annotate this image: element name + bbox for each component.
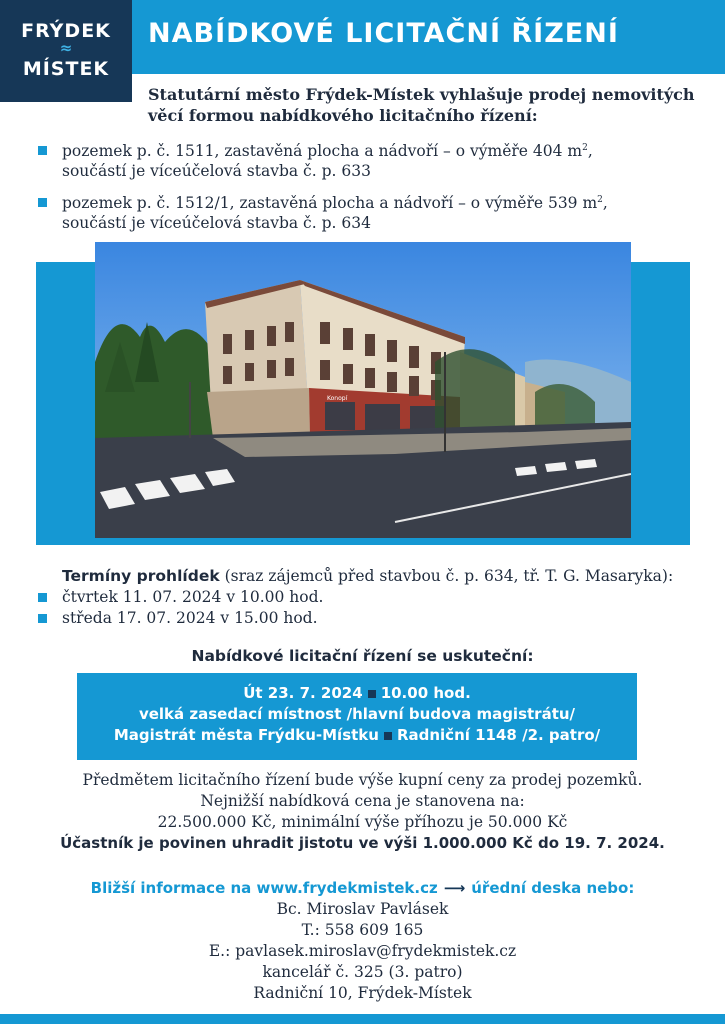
property-building: součástí je víceúčelová stavba č. p. 633	[62, 162, 371, 181]
separator-square-icon	[384, 732, 392, 740]
bullet-square-icon	[38, 614, 47, 623]
page-title: NABÍDKOVÉ LICITAČNÍ ŘÍZENÍ	[148, 18, 619, 49]
property-list	[38, 138, 698, 242]
tour-item	[38, 608, 708, 628]
bullet-square-icon	[38, 146, 47, 155]
property-item	[38, 190, 698, 233]
contact-street: Radniční 10, Frýdek-Místek	[253, 984, 472, 1002]
property-text: pozemek p. č. 1511, zastavěná plocha a nádvoří – o výměře 404 m	[62, 142, 583, 161]
auction-heading: Nabídkové licitační řízení se uskuteční:	[191, 647, 534, 665]
property-comma: ,	[602, 194, 608, 213]
contact-phone: T.: 558 609 165	[301, 921, 424, 939]
price-section	[0, 770, 725, 854]
intro-text: Statutární město Frýdek-Místek vyhlašuje prodej nemovitých věcí formou nabídkového licitačního řízení:	[148, 85, 695, 125]
superscript: 2	[582, 143, 588, 153]
logo-wave-icon: ≈	[59, 39, 73, 57]
superscript: 2	[597, 195, 603, 206]
bullet-square-icon	[38, 198, 47, 207]
tours-section	[38, 566, 708, 628]
bottom-bar	[0, 1014, 725, 1024]
auction-time: 10.00 hod.	[380, 684, 471, 702]
contact-email[interactable]: E.: pavlasek.miroslav@frydekmistek.cz	[208, 942, 517, 960]
logo-text-bottom: MÍSTEK	[22, 58, 110, 80]
city-logo	[0, 0, 132, 102]
price-line: Nejnižší nabídková cena je stanovena na:	[200, 792, 525, 810]
notice-board-text: úřední deska nebo:	[471, 879, 635, 897]
logo-text-top: FRÝDEK	[21, 20, 111, 42]
shop-sign: Konopí	[327, 395, 348, 402]
property-item	[38, 138, 698, 181]
auction-datetime	[77, 683, 637, 704]
building-photo	[95, 242, 631, 538]
property-building: součástí je víceúčelová stavba č. p. 634	[62, 214, 371, 233]
tour-date: středa 17. 07. 2024 v 15.00 hod.	[62, 609, 318, 627]
contact-heading	[0, 878, 725, 899]
auction-place: Magistrát města Frýdku-Místku	[113, 726, 379, 744]
contact-office: kancelář č. 325 (3. patro)	[262, 963, 463, 981]
bullet-square-icon	[38, 593, 47, 602]
tour-date: čtvrtek 11. 07. 2024 v 10.00 hod.	[62, 588, 324, 606]
deposit-notice: Účastník je povinen uhradit jistotu ve výši 1.000.000 Kč do 19. 7. 2024.	[60, 834, 665, 852]
arrow-right-icon: ⟶	[443, 879, 466, 897]
separator-square-icon	[368, 690, 376, 698]
website-link[interactable]: Bližší informace na www.frydekmistek.cz	[90, 879, 438, 897]
tours-heading-bold: Termíny prohlídek	[62, 567, 220, 585]
tours-heading	[38, 566, 708, 586]
auction-room: velká zasedací místnost /hlavní budova magistrátu/	[138, 705, 576, 723]
auction-box	[77, 673, 637, 760]
tours-heading-rest: (sraz zájemců před stavbou č. p. 634, tř. T. G. Masaryka):	[219, 567, 674, 585]
auction-location	[77, 725, 637, 746]
contact-section	[0, 878, 725, 1004]
auction-address: Radniční 1148 /2. patro/	[396, 726, 601, 744]
price-line: Předmětem licitačního řízení bude výše kupní ceny za prodej pozemků.	[82, 771, 643, 789]
property-text: pozemek p. č. 1512/1, zastavěná plocha a nádvoří – o výměře 539 m	[62, 194, 598, 213]
contact-name: Bc. Miroslav Pavlásek	[276, 900, 449, 918]
auction-date: Út 23. 7. 2024	[243, 684, 363, 702]
tour-item	[38, 587, 708, 607]
property-comma: ,	[587, 142, 593, 161]
price-line: 22.500.000 Kč, minimální výše příhozu je 50.000 Kč	[157, 813, 568, 831]
